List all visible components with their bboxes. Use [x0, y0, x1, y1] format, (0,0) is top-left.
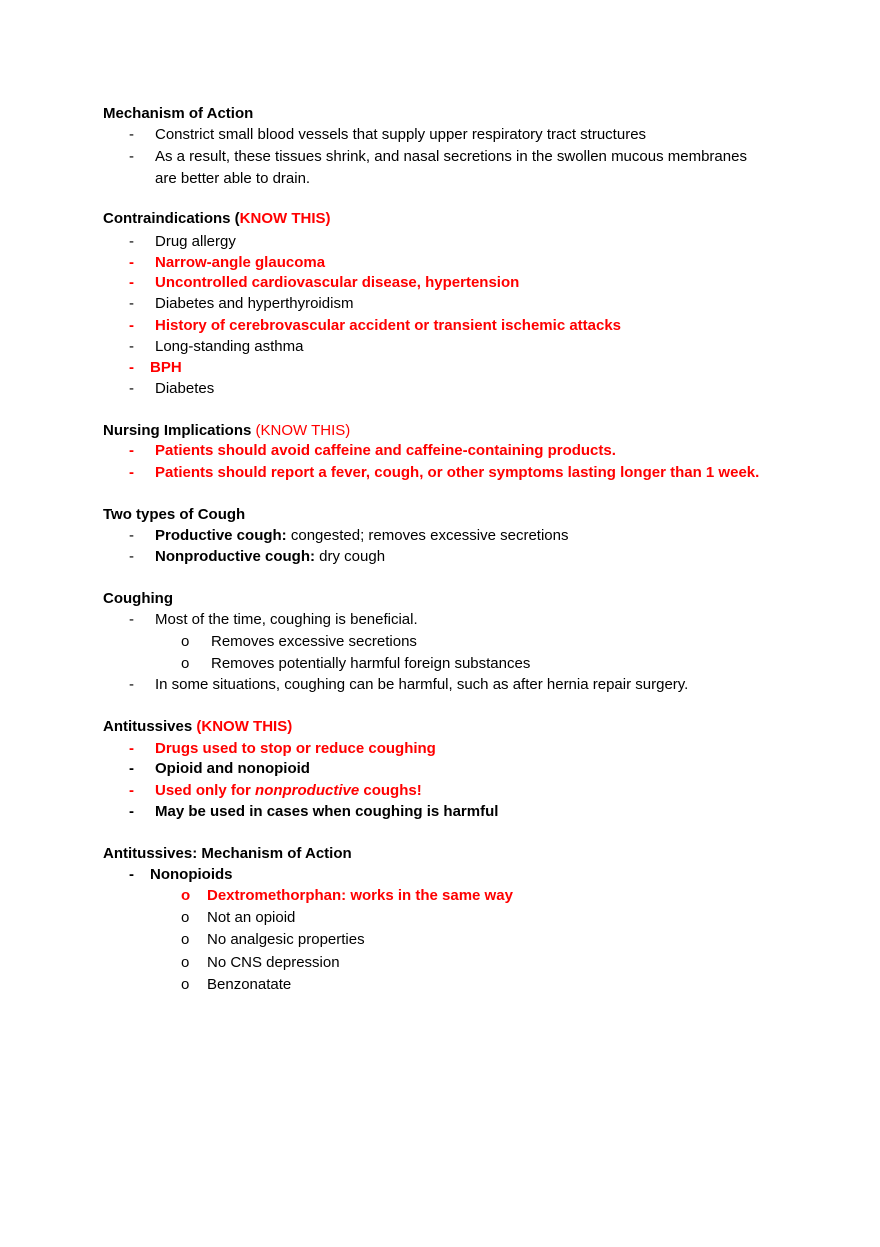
dash-bullet: -	[129, 782, 134, 799]
dash-bullet: -	[129, 274, 134, 291]
circle-bullet: o	[181, 931, 190, 948]
circle-bullet: o	[181, 655, 190, 672]
circle-bullet: o	[181, 954, 190, 971]
section-title-nursing: Nursing Implications (KNOW THIS)	[103, 422, 351, 439]
dash-bullet: -	[129, 380, 134, 397]
dash-bullet: -	[129, 464, 134, 481]
dash-bullet: -	[129, 760, 134, 777]
section-title-cough-types: Two types of Cough	[103, 506, 246, 523]
dash-bullet: -	[129, 148, 134, 165]
section-title-contraindications: Contraindications (KNOW THIS)	[103, 210, 331, 227]
dash-bullet: -	[129, 359, 134, 376]
section-title-antitussives: Antitussives (KNOW THIS)	[103, 718, 293, 735]
know-this-tag: (KNOW THIS)	[196, 718, 293, 735]
dash-bullet: -	[129, 295, 134, 312]
circle-bullet: o	[181, 887, 191, 904]
dash-bullet: -	[129, 126, 134, 143]
know-this-tag: KNOW THIS)	[239, 210, 331, 227]
circle-bullet: o	[181, 976, 190, 993]
dash-bullet: -	[129, 317, 134, 334]
dash-bullet: -	[129, 803, 134, 820]
circle-bullet: o	[181, 633, 190, 650]
know-this-tag: (KNOW THIS)	[255, 422, 351, 439]
document-page: Mechanism of Action - Constrict small blood vessels that supply upper respiratory tract structures - As a result, these tissues shrink, and nasal secretions in the swollen mucous membranes are better able to drain. Contraindications (KNOW THIS) - Drug allergy - Narrow-angle glaucoma - Uncontrolled cardiovascular disease, hypertension - Diabetes and hyperthyroidism - History of cerebrovascular accident or transient ischemic attacks - Long-standing asthma - BPH - Diabetes Nursing Implications (KNOW THIS) - Patients should avoid caffeine and caffeine-containing products. - Patients should report a fever, cough, or other symptoms lasting longer than 1 week. Two types of Cough - Productive cough: congested; removes excessive secretions - Nonproductive cough: dry cough Coughing - Most of the time, coughing is beneficial. o Removes excessive secretions o Removes potentially harmful foreign substances - In some situations, coughing can be harmful, such as after hernia repair surgery. Antitussives (KNOW THIS) - Drugs used to stop or reduce coughing - Opioid and nonopioid - Used only for nonproductive coughs! - May be used in cases when coughing is harmful Antitussives: Mechanism of Action - Nonopioids o Dextromethorphan: works in the same way o Not an opioid o No analgesic properties o No CNS depression o Benzonatate	[103, 105, 760, 993]
circle-bullet: o	[181, 909, 190, 926]
section-title-antitussives-moa: Antitussives: Mechanism of Action	[103, 845, 352, 862]
dash-bullet: -	[129, 527, 134, 544]
dash-bullet: -	[129, 740, 134, 757]
dash-bullet: -	[129, 548, 134, 565]
section-title-mechanism: Mechanism of Action	[103, 105, 254, 122]
dash-bullet: -	[129, 866, 134, 883]
dash-bullet: -	[129, 676, 134, 693]
dash-bullet: -	[129, 233, 134, 250]
dash-bullet: -	[129, 442, 134, 459]
dash-bullet: -	[129, 254, 134, 271]
dash-bullet: -	[129, 338, 134, 355]
dash-bullet: -	[129, 611, 134, 628]
section-title-coughing: Coughing	[103, 590, 173, 607]
